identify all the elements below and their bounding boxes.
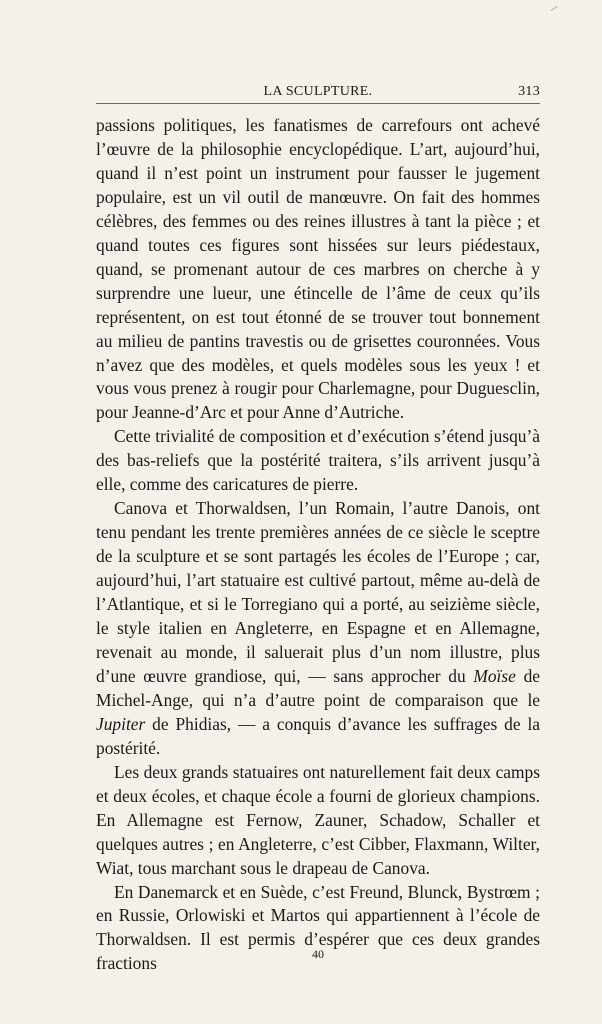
italic-moise: Moïse — [473, 665, 516, 686]
page-number: 313 — [518, 84, 540, 99]
body-text — [96, 114, 540, 976]
header-rule — [96, 103, 540, 104]
scan-mark — [550, 6, 557, 11]
italic-jupiter: Jupiter — [96, 713, 146, 734]
running-header — [96, 84, 540, 104]
paragraph-3-text-c: de Phidias, — a conquis d’avance les suffrages de la postérité. — [96, 713, 540, 758]
paragraph-5: En Danemarck et en Suède, c’est Freund, Blunck, Bystrœm ; en Russie, Orlowiski et Martos qui appartiennent à l’école de Thorwaldsen. Il est permis d’espérer que ces deux grandes fractions — [96, 881, 540, 974]
paragraph-3 — [96, 497, 540, 760]
signature-mark: 40 — [312, 947, 324, 961]
paragraph-1: passions politiques, les fanatismes de carrefours ont achevé l’œuvre de la philosophie encyclopédique. L’art, aujourd’hui, quand il n’est point un instrument pour fausser le jugement populaire, est un vil outil de manœuvre. On fait des hommes célèbres, des femmes ou des reines illustres à tant la pièce ; et quand toutes ces figures sont hissées sur leurs piédestaux, quand, se promenant autour de ces marbres on cherche à y surprendre une lueur, une étincelle de l’âme de ceux qu’ils représentent, on est tout étonné de se trouver tout bonnement au milieu de pantins travestis ou de grisettes couronnées. Vous n’avez que des modèles, et quels modèles sous les yeux ! et vous vous prenez à rougir pour Charlemagne, pour Duguesclin, pour Jeanne-d’Arc et pour Anne d’Autriche. — [96, 115, 540, 423]
paragraph-4: Les deux grands statuaires ont naturellement fait deux camps et deux écoles, et chaque école a fourni de glorieux champions. En Allemagne est Fernow, Zauner, Schadow, Schaller et quelques autres ; en Angleterre, c’est Cibber, Flaxmann, Wilter, Wiat, tous marchant sous le drapeau de Canova. — [96, 761, 540, 878]
paragraph-3-text-b: de Michel-Ange, qui n’a d’autre point de comparaison que le — [96, 665, 540, 710]
running-title: LA SCULPTURE. — [263, 84, 373, 99]
paragraph-2: Cette trivialité de composition et d’exécution s’étend jusqu’à des bas-reliefs que la postérité traitera, s’ils arrivent jusqu’à elle, comme des caricatures de pierre. — [96, 426, 540, 495]
paragraph-3-text-a: Canova et Thorwaldsen, l’un Romain, l’autre Danois, ont tenu pendant les trente premières années de ce siècle le sceptre de la sculpture et se sont partagés les écoles de l’Europe ; car, aujourd’hui, l’art statuaire est cultivé partout, même au-delà de l’Atlantique, et si le Torregiano qui a porté, au seizième siècle, le style italien en Angleterre, en Espagne et en Allemagne, revenait au monde, il saluerait plus d’un nom illustre, plus d’une œuvre grandiose, qui, — sans approcher du — [96, 498, 540, 686]
